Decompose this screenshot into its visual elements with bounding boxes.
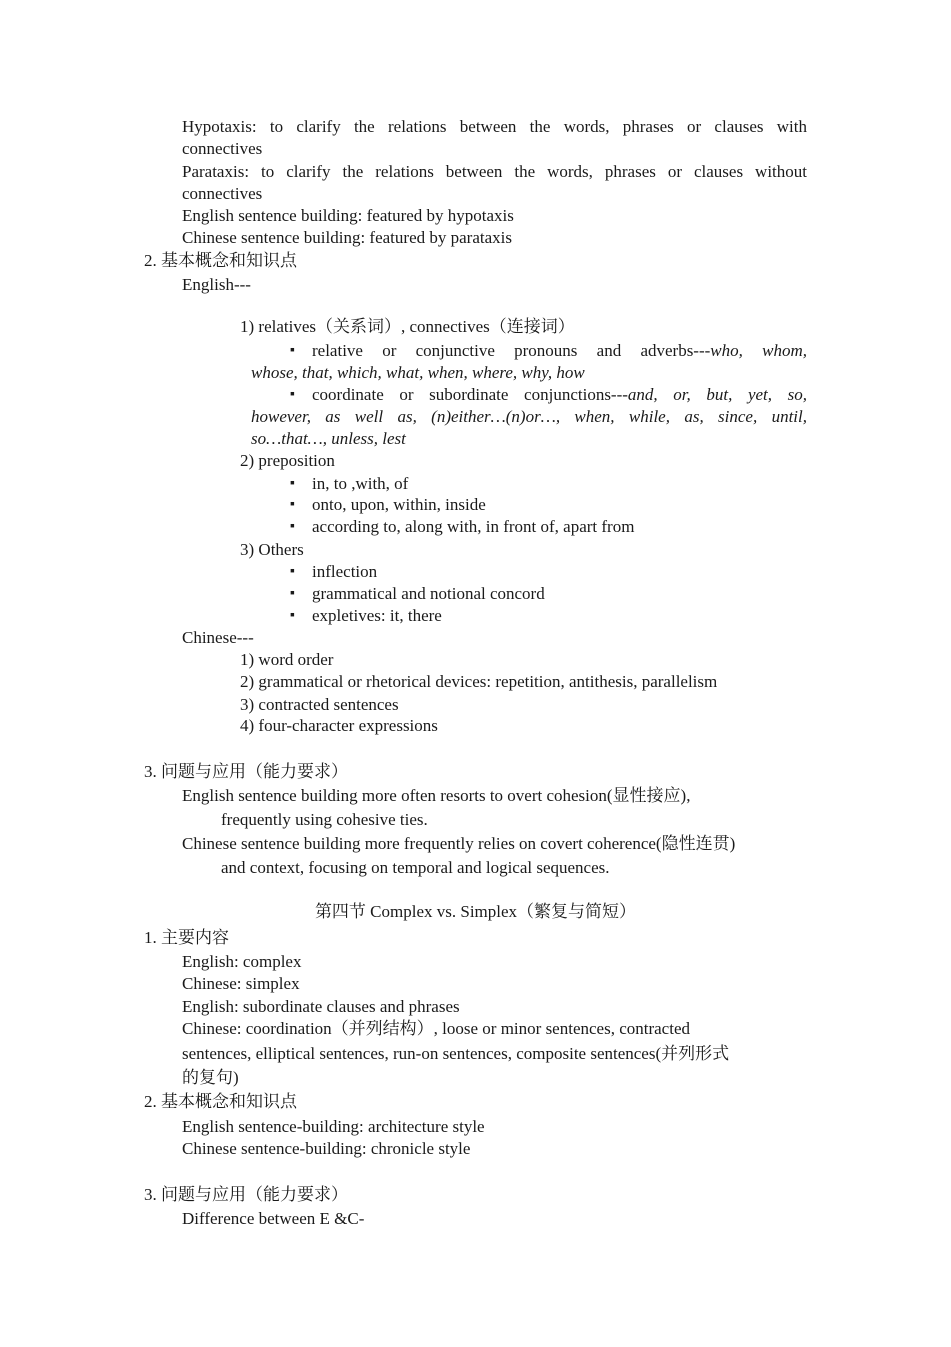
bullet-conjunctions-line-3: [251, 428, 406, 450]
chinese-building-line: Chinese sentence building: featured by parataxis: [182, 228, 512, 247]
complex-line-1: English: complex: [182, 952, 302, 971]
bullet-conjunctions-italic-3: so…that…, unless, lest: [251, 429, 406, 448]
preposition-bullet-2: ▪ onto, upon, within, inside: [312, 494, 486, 516]
chinese-item-4: 4) four-character expressions: [240, 716, 438, 735]
relatives-item: 1) relatives（关系词）, connectives（连接词）: [240, 317, 575, 336]
english-building-line: English sentence building: featured by hypotaxis: [182, 206, 514, 225]
bullet-pronouns-italic-2: whose, that, which, what, when, where, why, how: [251, 363, 585, 382]
chinese-label: Chinese---: [182, 628, 254, 647]
bullet-pronouns-line-2: [251, 362, 585, 384]
complex-line-4: Chinese: coordination（并列结构）, loose or minor sentences, contracted: [182, 1019, 690, 1038]
architecture-style-line: English sentence-building: architecture style: [182, 1117, 485, 1136]
complex-line-3: English: subordinate clauses and phrases: [182, 997, 460, 1016]
bullet-conjunctions-italic-1: and, or, but, yet, so,: [627, 385, 808, 404]
section4-concepts-heading: 2. 基本概念和知识点: [144, 1092, 297, 1111]
hypotaxis-line-2: connectives: [182, 139, 263, 158]
bullet-conjunctions-lead: coordinate or subordinate conjunctions---: [312, 385, 628, 404]
application-chinese-line-1: Chinese sentence building more frequently relies on covert coherence(隐性连贯): [182, 834, 736, 853]
others-bullet-3: ▪ expletives: it, there: [312, 605, 442, 627]
difference-line: Difference between E &C-: [182, 1209, 365, 1228]
bullet-conjunctions-line-2: [251, 406, 807, 428]
application-english-line-2: frequently using cohesive ties.: [221, 810, 428, 829]
application-heading: 3. 问题与应用（能力要求）: [144, 762, 348, 781]
application-chinese-line-2: and context, focusing on temporal and logical sequences.: [221, 858, 610, 877]
complex-line-5: sentences, elliptical sentences, run-on sentences, composite sentences(并列形式: [182, 1044, 730, 1063]
bullet-pronouns-lead: relative or conjunctive pronouns and adverbs---: [312, 341, 711, 360]
preposition-item: 2) preposition: [240, 451, 335, 470]
others-item: 3) Others: [240, 540, 304, 559]
preposition-bullet-3: ▪ according to, along with, in front of, apart from: [312, 516, 634, 538]
complex-line-2: Chinese: simplex: [182, 974, 300, 993]
main-content-heading: 1. 主要内容: [144, 928, 229, 947]
application-english-line-1: English sentence building more often resorts to overt cohesion(显性接应),: [182, 786, 691, 805]
bullet-pronouns-italic-1: who, whom,: [710, 341, 807, 360]
bullet-conjunctions-italic-2: however, as well as, (n)either…(n)or…, when, while, as, since, until,: [251, 407, 807, 426]
others-bullet-2: ▪ grammatical and notional concord: [312, 583, 545, 605]
complex-line-6: 的复句): [182, 1068, 239, 1087]
parataxis-line-1: Parataxis: to clarify the relations between the words, phrases or clauses without: [182, 162, 807, 181]
bullet-conjunctions-line-1: [312, 384, 807, 406]
section4-application-heading: 3. 问题与应用（能力要求）: [144, 1185, 348, 1204]
chinese-item-2: 2) grammatical or rhetorical devices: repetition, antithesis, parallelism: [240, 672, 718, 691]
bullet-pronouns-line-1: [312, 340, 807, 362]
hypotaxis-line-1: Hypotaxis: to clarify the relations between the words, phrases or clauses with: [182, 117, 807, 136]
chinese-item-3: 3) contracted sentences: [240, 695, 399, 714]
chinese-item-1: 1) word order: [240, 650, 334, 669]
english-label: English---: [182, 275, 251, 294]
parataxis-line-2: connectives: [182, 184, 263, 203]
preposition-bullet-1: ▪ in, to ,with, of: [312, 473, 408, 495]
chronicle-style-line: Chinese sentence-building: chronicle style: [182, 1139, 471, 1158]
others-bullet-1: ▪ inflection: [312, 561, 377, 583]
concepts-heading: 2. 基本概念和知识点: [144, 251, 297, 270]
section-title: 第四节 Complex vs. Simplex（繁复与简短）: [314, 902, 637, 921]
